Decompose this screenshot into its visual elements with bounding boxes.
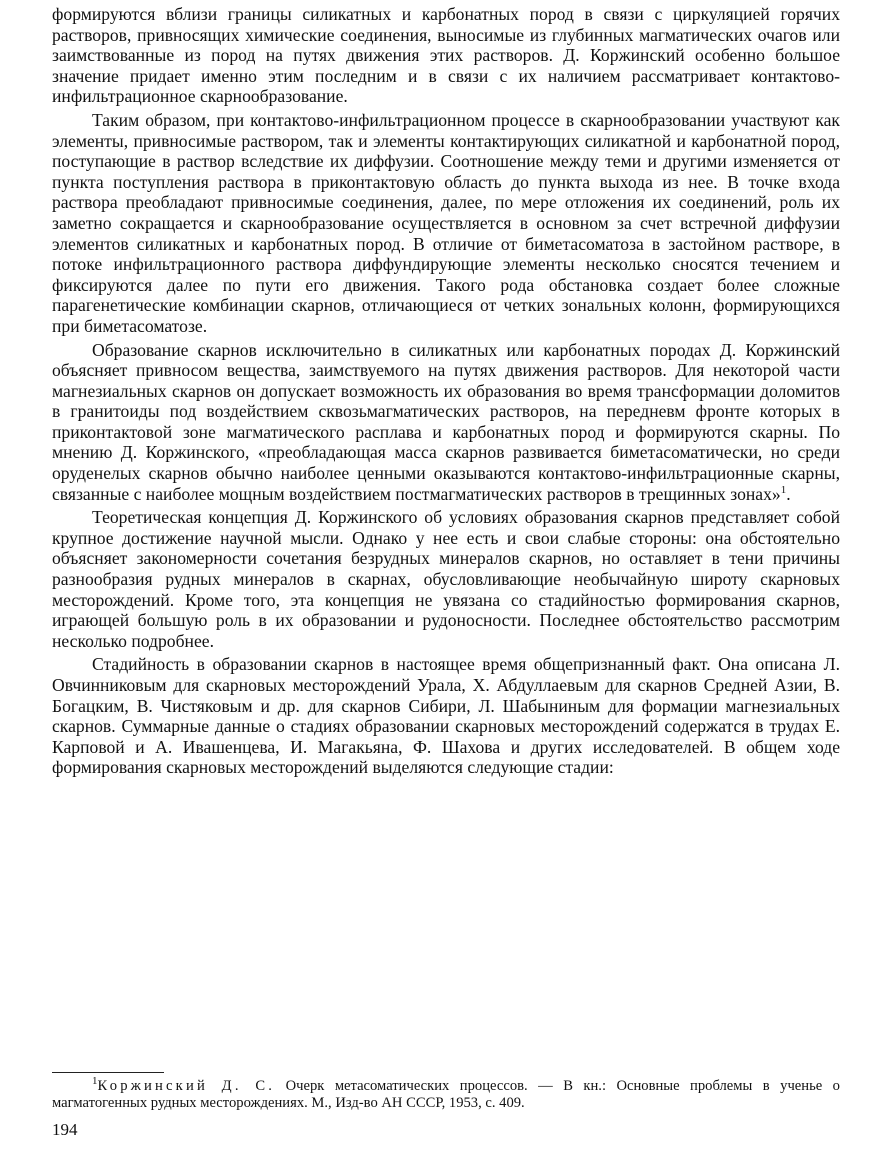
- footnote-author: Коржинский Д. С.: [97, 1078, 276, 1094]
- paragraph-4: Теоретическая концепция Д. Коржинского об условиях образования скарнов представляет собой крупное достижение научной мысли. Однако у нее есть и свои слабые стороны: она обстоятельно объясняет закономерности сочетания безрудных минералов скарнов, но оставляет в тени причины разнообразия рудных минералов в скарнах, обусловливающие необычайную широту скарновых месторождений. Кроме того, эта концепция не увязана со стадийностью формирования скарнов, играющей большую роль в их образовании и рудоносности. Последнее обстоятельство рассмотрим несколько подробнее.: [52, 507, 840, 651]
- footnote: [52, 1075, 840, 1111]
- footnote-text: Очерк метасоматических процессов. — В кн.: Основные проблемы в ученье о магматогенных рудных месторождениях. М., Изд-во АН СССР, 1953, с. 409.: [52, 1078, 840, 1111]
- footnote-marker: 1: [92, 1075, 98, 1088]
- paragraph-5: Стадийность в образовании скарнов в настоящее время общепризнанный факт. Она описана Л. Овчинниковым для скарновых месторождений Урала, Х. Абдуллаевым для скарнов Средней Азии, В. Богацким, В. Чистяковым и др. для скарнов Сибири, Л. Шабыниным для формации магнезиальных скарнов. Суммарные данные о стадиях образовании скарновых месторождений содержатся в трудах Е. Карповой и А. Ивашенцева, И. Магакьяна, Ф. Шахова и других исследователей. В общем ходе формирования скарновых месторождений выделяются следующие стадии:: [52, 654, 840, 778]
- page-number: 194: [52, 1120, 78, 1139]
- footnote-divider: [52, 1072, 164, 1073]
- footnote-reference[interactable]: 1: [780, 483, 787, 496]
- paragraph-2: Таким образом, при контактово-инфильтрационном процессе в скарнообразовании участвуют как элементы, привносимые раствором, так и элементы контактирующих силикатной и карбонатной пород, поступающие в раствор вследствие их диффузии. Соотношение между теми и другими изменяется от пункта поступления раствора в приконтактовую область до пункта выхода из нее. В точке входа раствора преобладают привносимые соединения, далее, по мере отложения их соединений, роль их заметно сокращается и скарнообразование осуществляется в основном за счет встречной диффузии элементов силикатных и карбонатных пород. В отличие от биметасоматоза в застойном растворе, в потоке инфильтрационного раствора диффундирующие элементы несколько сносятся течением и фиксируются далее по пути его движения. Такого рода обстановка создает более сложные парагенетические комбинации скарнов, отличающиеся от четких зональных колонн, формирующихся при биметасоматозе.: [52, 109, 840, 336]
- paragraph-3-text: Образование скарнов исключительно в силикатных или карбонатных породах Д. Коржинский объясняет привносом вещества, заимствуемого на путях движения растворов. Для некоторой части магнезиальных скарнов он допускает возможность их образования во время трансформации доломитов в гранитоиды под воздействием сквозьмагматических растворов, на передневм фронте которых в приконтактовой зоне магматического расплава и карбонатных пород и формируются скарны. По мнению Д. Коржинского, «преобладающая масса скарнов развивается биметасоматически, но среди оруденелых скарнов обычно наиболее ценными оказываются контактово-инфильтрационные скарны, связанные с наиболее мощным воздействием постмагматических растворов в трещинных зонах»: [52, 339, 840, 504]
- page-body: [52, 4, 840, 778]
- paragraph-1: формируются вблизи границы силикатных и карбонатных пород в связи с циркуляцией горячих растворов, привносящих химические соединения, выносимые из глубинных магматических очагов или заимствованные из пород на путях движения этих растворов. Д. Коржинский особенно большое значение придает именно этим последним и в связи с их наличием рассматривает контактово-инфильтрационное скарнообразование.: [52, 4, 840, 107]
- paragraph-3: [52, 340, 840, 505]
- paragraph-3-end: .: [786, 483, 791, 504]
